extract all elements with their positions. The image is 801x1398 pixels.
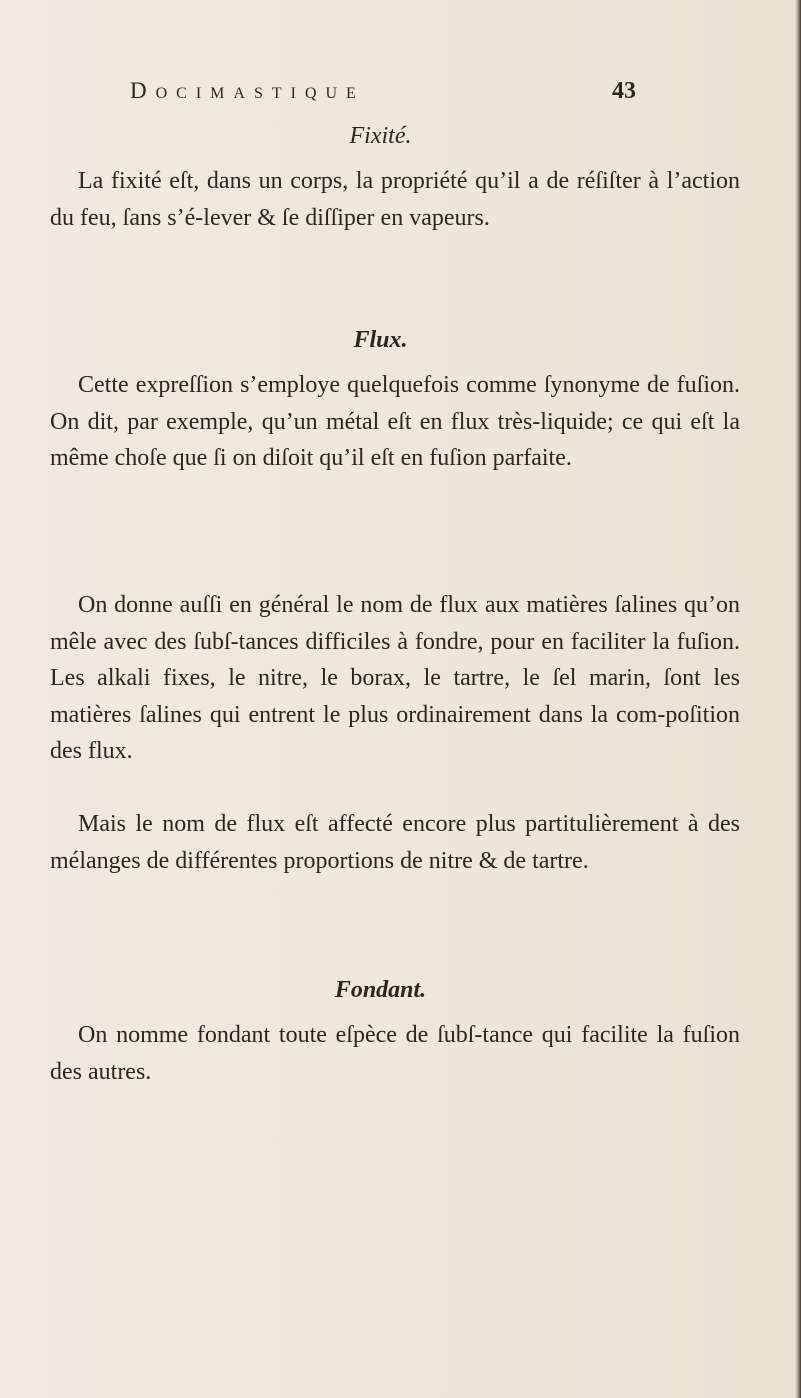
paragraph-fondant: On nomme fondant toute eſpèce de ſubſ-tance qui facilite la fuſion des autres. bbox=[50, 1022, 740, 1085]
paragraph-flux-2: On donne auſſi en général le nom de flux aux matières ſalines qu’on mêle avec des ſubſ-tances difficiles à fondre, pour en faciliter la fuſion. Les alkali fixes, le nitre, le borax, le tartre, le ſel marin, ſont les matières ſalines qui entrent le plus ordinairement dans la com-poſition des flux. bbox=[50, 592, 740, 765]
page-header bbox=[130, 76, 650, 116]
section-heading-fixite: Fixité. bbox=[349, 123, 412, 149]
page-number: 43 bbox=[612, 78, 636, 104]
paragraph-flux-1: Cette expreſſion s’employe quelquefois comme ſynonyme de fuſion. On dit, par exemple, qu’un métal eſt en flux très-liquide; ce qui eſt la même choſe que ſi on diſoit qu’il eſt en fuſion parfaite. bbox=[50, 372, 740, 472]
section-heading-fondant: Fondant. bbox=[334, 977, 427, 1003]
page-edge-shadow bbox=[795, 0, 801, 1398]
paragraph-flux-3: Mais le nom de flux eſt affecté encore plus partitulièrement à des mélanges de différentes proportions de nitre & de tartre. bbox=[50, 811, 740, 874]
running-title: Docimastique bbox=[130, 78, 365, 103]
section-heading-flux: Flux. bbox=[353, 327, 408, 353]
paragraph-fixite: La fixité eſt, dans un corps, la propriété qu’il a de réſiſter à l’action du feu, ſans s’é-lever & ſe diſſiper en vapeurs. bbox=[50, 168, 740, 231]
